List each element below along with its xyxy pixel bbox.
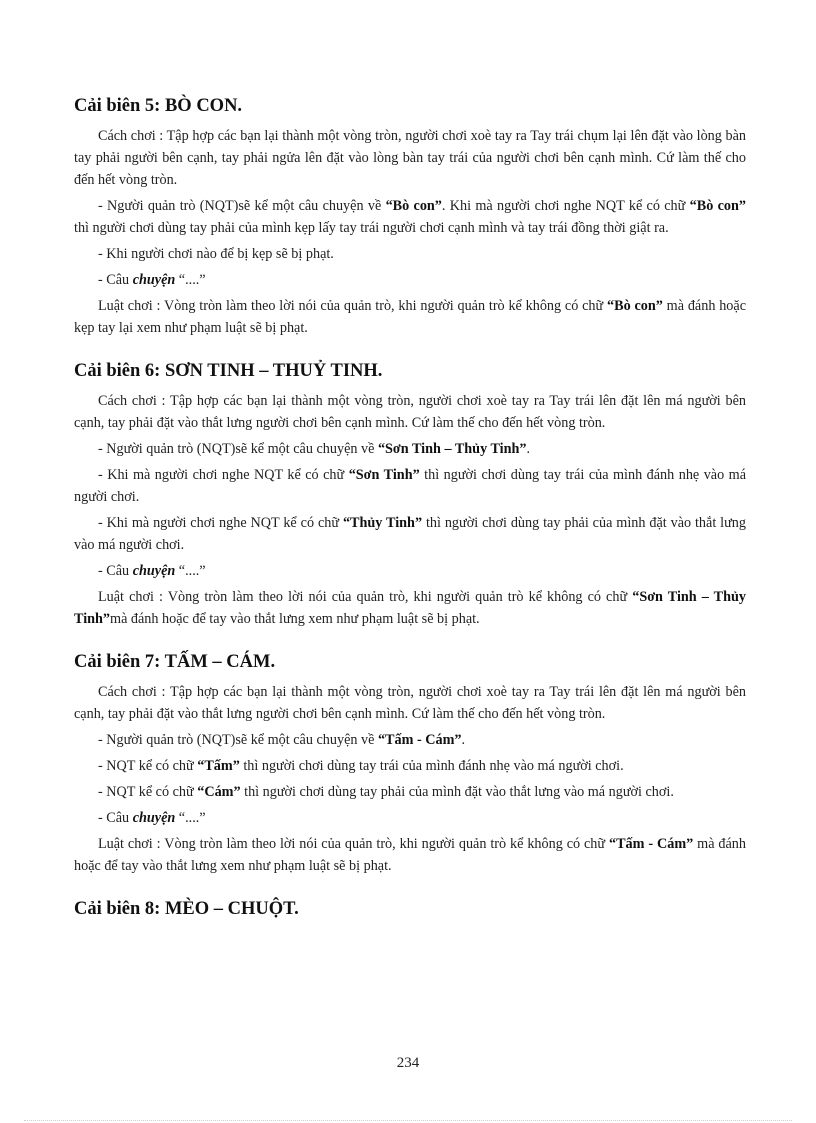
text-run: - Người quản trò (NQT)sẽ kể một câu chuyện về: [98, 198, 386, 214]
emphasis-italic-text: chuyện: [132, 272, 176, 288]
paragraph: [74, 195, 746, 239]
text-run: Luật chơi : Vòng tròn làm theo lời nói của quản trò, khi người quản trò kể không có chữ: [98, 589, 633, 605]
section: [74, 361, 746, 630]
paragraph: [74, 464, 746, 508]
page-bottom-rule: [24, 1120, 792, 1121]
text-run: “....”: [175, 272, 206, 288]
emphasis-italic-text: chuyện: [132, 563, 176, 579]
emphasis-text: “Tấm - Cám”: [377, 732, 462, 748]
paragraph: [74, 833, 746, 877]
paragraph: [74, 560, 746, 582]
emphasis-text: “Bò con”: [689, 198, 746, 214]
paragraph: [74, 681, 746, 725]
text-run: - Khi người chơi nào để bị kẹp sẽ bị phạt.: [98, 246, 334, 262]
text-run: “....”: [175, 563, 206, 579]
text-run: - Câu: [98, 272, 133, 288]
text-run: thì người chơi dùng tay phải của mình đặt vào thắt lưng vào má người chơi.: [240, 784, 674, 800]
emphasis-text: “Tấm”: [197, 758, 240, 774]
page-number: 234: [396, 1055, 420, 1071]
emphasis-text: “Bò con”: [385, 198, 442, 214]
section: [74, 652, 746, 877]
paragraph: [74, 390, 746, 434]
text-run: Cách chơi : Tập hợp các bạn lại thành một vòng tròn, người chơi xoè tay ra Tay trái chụm lại lên đặt vào lòng bàn tay phải người bên cạnh, tay phải ngửa lên đặt vào lòng bàn tay trái của người chơi bên cạnh mình. Cứ làm thế cho đến hết vòng tròn.: [74, 128, 746, 188]
emphasis-italic-text: chuyện: [132, 810, 176, 826]
emphasis-text: “Sơn Tinh – Thủy Tinh”: [377, 441, 527, 457]
text-run: . Khi mà người chơi nghe NQT kể có chữ: [441, 198, 690, 214]
text-run: mà đánh hoặc kẹp tay lại xem như phạm luật sẽ bị phạt.: [74, 298, 746, 336]
paragraph: [74, 295, 746, 339]
paragraph: [74, 755, 746, 777]
paragraph: [74, 512, 746, 556]
emphasis-text: “Bò con”: [607, 298, 663, 314]
section: [74, 96, 746, 339]
emphasis-text: “Tấm - Cám”: [609, 836, 694, 852]
text-run: Luật chơi : Vòng tròn làm theo lời nói của quản trò, khi người quản trò kể không có chữ: [98, 298, 608, 314]
text-run: - Khi mà người chơi nghe NQT kể có chữ: [98, 467, 349, 483]
emphasis-text: “Sơn Tinh – Thủy Tinh”: [74, 589, 747, 627]
section-heading: Cải biên 7: TẤM – CÁM.: [74, 652, 276, 672]
text-run: thì người chơi dùng tay phải của mình kẹp lấy tay trái người chơi cạnh mình và tay trái đồng thời giật ra.: [74, 220, 669, 236]
emphasis-text: “Thủy Tinh”: [342, 515, 423, 531]
text-run: - NQT kể có chữ: [98, 784, 198, 800]
text-run: thì người chơi dùng tay trái của mình đánh nhẹ vào má người chơi.: [74, 467, 746, 505]
text-run: Cách chơi : Tập hợp các bạn lại thành một vòng tròn, người chơi xoè tay ra Tay trái lên đặt lên má người bên cạnh, tay phải đặt vào thắt lưng người chơi bên cạnh mình. Cứ làm thế cho đến hết vòng tròn.: [74, 684, 746, 722]
text-run: - Câu: [98, 810, 133, 826]
text-run: - NQT kể có chữ: [98, 758, 198, 774]
paragraph: [74, 586, 746, 630]
text-run: - Câu: [98, 563, 133, 579]
document-page: [74, 96, 746, 942]
section-heading: Cải biên 8: MÈO – CHUỘT.: [74, 899, 299, 919]
section-heading: Cải biên 6: SƠN TINH – THUỶ TINH.: [74, 361, 383, 381]
text-run: “....”: [175, 810, 206, 826]
paragraph: [74, 269, 746, 291]
text-run: thì người chơi dùng tay phải của mình đặt vào thắt lưng vào má người chơi.: [74, 515, 746, 553]
text-run: mà đánh hoặc để tay vào thắt lưng xem như phạm luật sẽ bị phạt.: [74, 836, 746, 874]
text-run: thì người chơi dùng tay trái của mình đánh nhẹ vào má người chơi.: [239, 758, 624, 774]
paragraph: [74, 438, 746, 460]
text-run: - Người quản trò (NQT)sẽ kể một câu chuyện về: [98, 441, 378, 457]
paragraph: [74, 781, 746, 803]
emphasis-text: “Cám”: [197, 784, 241, 800]
text-run: mà đánh hoặc để tay vào thắt lưng xem như phạm luật sẽ bị phạt.: [110, 611, 480, 627]
text-run: Cách chơi : Tập hợp các bạn lại thành một vòng tròn, người chơi xoè tay ra Tay trái lên đặt lên má người bên cạnh, tay phải đặt vào thắt lưng người chơi bên cạnh mình. Cứ làm thế cho đến hết vòng tròn.: [74, 393, 746, 431]
paragraph: [74, 125, 746, 191]
paragraph: [74, 807, 746, 829]
paragraph: [74, 729, 746, 751]
text-run: Luật chơi : Vòng tròn làm theo lời nói của quản trò, khi người quản trò kể không có chữ: [98, 836, 609, 852]
text-run: - Khi mà người chơi nghe NQT kể có chữ: [98, 515, 343, 531]
section: [74, 899, 746, 920]
emphasis-text: “Sơn Tinh”: [348, 467, 420, 483]
text-run: .: [526, 441, 531, 457]
text-run: .: [461, 732, 466, 748]
paragraph: [74, 243, 746, 265]
text-run: - Người quản trò (NQT)sẽ kể một câu chuyện về: [98, 732, 378, 748]
section-heading: Cải biên 5: BÒ CON.: [74, 96, 243, 116]
